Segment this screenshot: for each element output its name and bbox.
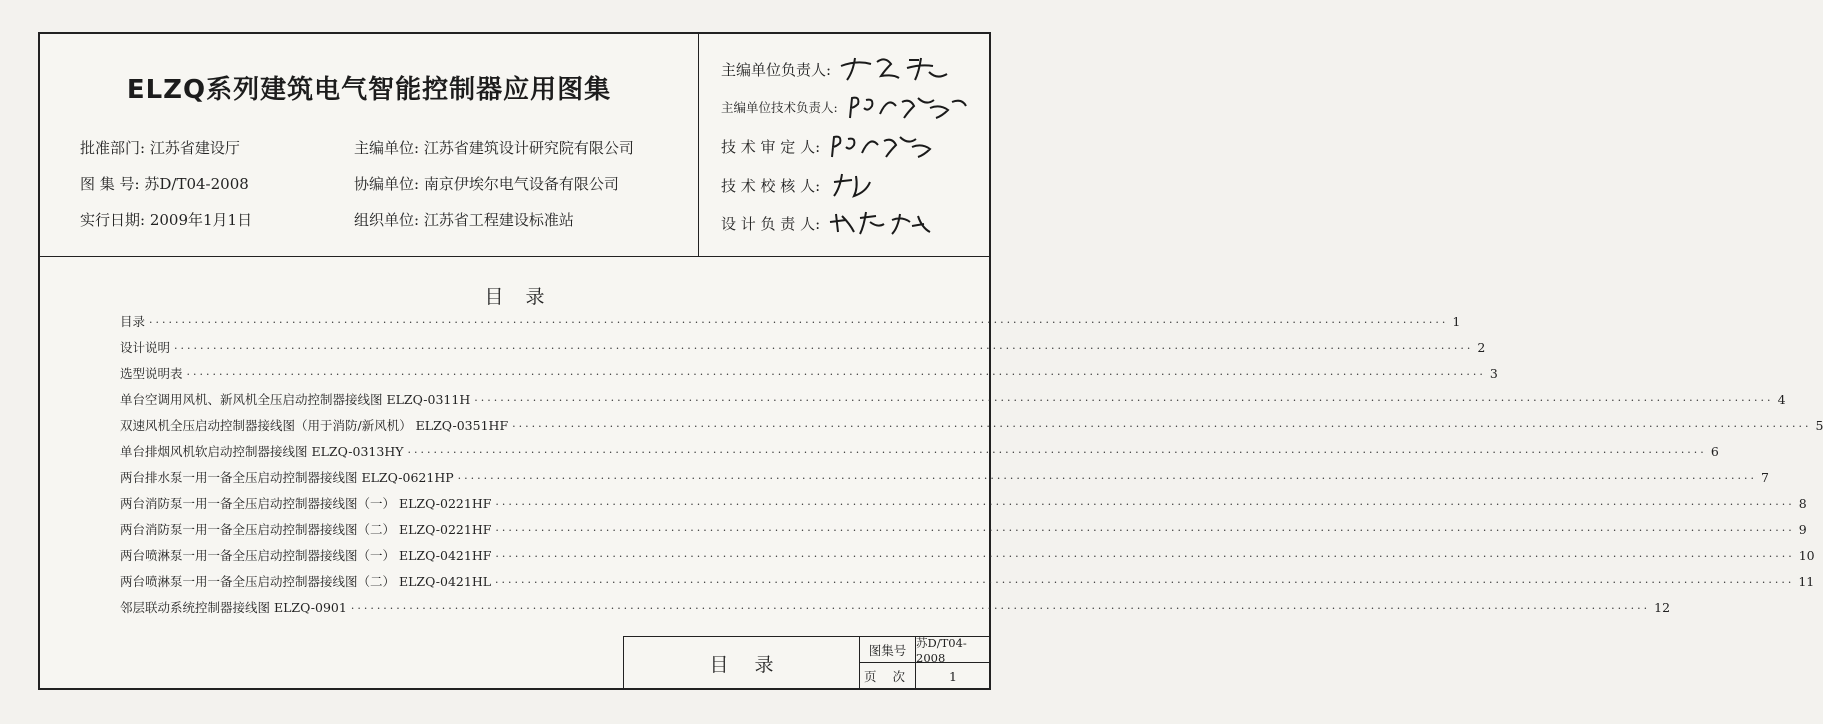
info-value: 江苏省建筑设计研究院有限公司: [423, 139, 634, 157]
info-approval-dept: [80, 137, 240, 158]
toc-entry-page: 8: [1798, 496, 1807, 511]
signature-image: [844, 92, 974, 122]
info-key: 实行日期:: [80, 211, 146, 229]
info-value: 南京伊埃尔电气设备有限公司: [423, 175, 619, 193]
toc-leader-dots: ········································································································································································································: [495, 550, 1795, 563]
page-title: ELZQ系列建筑电气智能控制器应用图集: [126, 75, 612, 105]
toc-entry-label: 设计说明: [120, 340, 171, 355]
toc-leader-dots: ········································································································································································································: [457, 472, 1757, 485]
toc-entry-page: 3: [1489, 366, 1498, 381]
toc-leader-dots: ········································································································································································································: [512, 420, 1812, 433]
toc-entry[interactable]: [120, 572, 1815, 598]
toc-entry[interactable]: [120, 416, 1823, 442]
atlas-number-value: 苏D/T04-2008: [916, 637, 990, 663]
resp-chief-unit-tech-head: [721, 92, 974, 122]
toc-entry-label: 两台排水泵一用一备全压启动控制器接线图 ELZQ-0621HP: [120, 470, 454, 485]
signature-image: [826, 208, 956, 238]
toc-entry-label: 选型说明表: [120, 366, 183, 381]
toc-entry[interactable]: [120, 494, 1807, 520]
toc-entry-page: 1: [1452, 314, 1461, 329]
toc-leader-dots: ········································································································································································································: [350, 602, 1651, 615]
info-value: 江苏省工程建设标准站: [423, 211, 574, 229]
info-key: 主编单位:: [354, 139, 420, 157]
drawing-frame: [38, 32, 1823, 690]
title-block: [623, 636, 990, 689]
info-value: 江苏省建设厅: [149, 139, 240, 157]
signature-image: [837, 54, 967, 84]
info-key: 图 集 号:: [80, 175, 140, 193]
signature-image: [826, 170, 956, 200]
toc-entry[interactable]: [120, 520, 1807, 546]
toc-leader-dots: ········································································································································································································: [149, 316, 1449, 329]
toc-entry[interactable]: [120, 364, 1498, 390]
toc-entry-page: 4: [1777, 392, 1786, 407]
toc-title: 目录: [484, 286, 567, 308]
page-number-label: 页 次: [860, 663, 916, 689]
resp-label: 主编单位技术负责人:: [721, 100, 838, 115]
toc-entry[interactable]: [120, 546, 1815, 572]
toc-entry-label: 单台空调用风机、新风机全压启动控制器接线图 ELZQ-0311H: [120, 392, 471, 407]
toc-leader-dots: ········································································································································································································: [495, 524, 1795, 537]
toc-entry-label: 邻层联动系统控制器接线图 ELZQ-0901: [120, 600, 347, 615]
toc-leader-dots: ········································································································································································································: [495, 498, 1795, 511]
toc-leader-dots: ········································································································································································································: [495, 576, 1795, 589]
title-block-name: 目录: [624, 637, 860, 689]
toc-entry-page: 7: [1760, 470, 1769, 485]
resp-label: 技 术 审 定 人:: [721, 137, 821, 156]
info-key: 批准部门:: [80, 139, 146, 157]
info-value: 2009年1月1日: [149, 211, 253, 229]
resp-technical-approver: [721, 131, 956, 161]
resp-design-lead: [721, 208, 956, 238]
toc-list: [120, 312, 1823, 624]
info-atlas-number: [80, 173, 249, 194]
toc-entry-label: 两台喷淋泵一用一备全压启动控制器接线图（一） ELZQ-0421HF: [120, 548, 492, 563]
toc-entry-page: 2: [1477, 340, 1486, 355]
toc-entry-label: 两台喷淋泵一用一备全压启动控制器接线图（二） ELZQ-0421HL: [120, 574, 492, 589]
info-key: 协编单位:: [354, 175, 420, 193]
info-effective-date: [80, 209, 252, 230]
page-number-value: 1: [949, 668, 957, 684]
signature-image: [826, 131, 956, 161]
atlas-number-label: 图集号: [860, 637, 916, 663]
toc-entry[interactable]: [120, 338, 1486, 364]
info-organizing-unit: [354, 209, 574, 230]
toc-entry-label: 目录: [120, 314, 146, 329]
toc-entry-page: 12: [1654, 600, 1671, 615]
header-left: [40, 34, 698, 256]
toc-entry-label: 单台排烟风机软启动控制器接线图 ELZQ-0313HY: [120, 444, 404, 459]
header-block: [40, 34, 989, 257]
toc-entry-page: 5: [1815, 418, 1823, 433]
toc-entry-page: 6: [1710, 444, 1719, 459]
toc-entry-label: 两台消防泵一用一备全压启动控制器接线图（二） ELZQ-0221HF: [120, 522, 492, 537]
toc-leader-dots: ········································································································································································································: [474, 394, 1774, 407]
toc-entry[interactable]: [120, 390, 1786, 416]
toc-entry[interactable]: [120, 468, 1769, 494]
toc-entry[interactable]: [120, 312, 1461, 338]
toc-leader-dots: ········································································································································································································: [174, 342, 1474, 355]
toc-entry[interactable]: [120, 598, 1671, 624]
toc-entry-page: 10: [1798, 548, 1815, 563]
toc-entry-page: 11: [1798, 574, 1815, 589]
toc-entry-page: 9: [1798, 522, 1807, 537]
resp-chief-unit-head: [721, 54, 967, 84]
resp-technical-checker: [721, 170, 956, 200]
resp-label: 技 术 校 核 人:: [721, 176, 821, 195]
resp-label: 主编单位负责人:: [721, 60, 832, 79]
toc-entry-label: 两台消防泵一用一备全压启动控制器接线图（一） ELZQ-0221HF: [120, 496, 492, 511]
info-chief-unit: [354, 137, 634, 158]
toc-entry[interactable]: [120, 442, 1719, 468]
resp-label: 设 计 负 责 人:: [721, 214, 821, 233]
toc-leader-dots: ········································································································································································································: [407, 446, 1707, 459]
info-key: 组织单位:: [354, 211, 420, 229]
info-cooperating-unit: [354, 173, 619, 194]
responsible-persons: [698, 34, 990, 256]
toc-entry-label: 双速风机全压启动控制器接线图（用于消防/新风机） ELZQ-0351HF: [120, 418, 509, 433]
info-value: 苏D/T04-2008: [144, 175, 249, 193]
toc-leader-dots: ········································································································································································································: [186, 368, 1486, 381]
